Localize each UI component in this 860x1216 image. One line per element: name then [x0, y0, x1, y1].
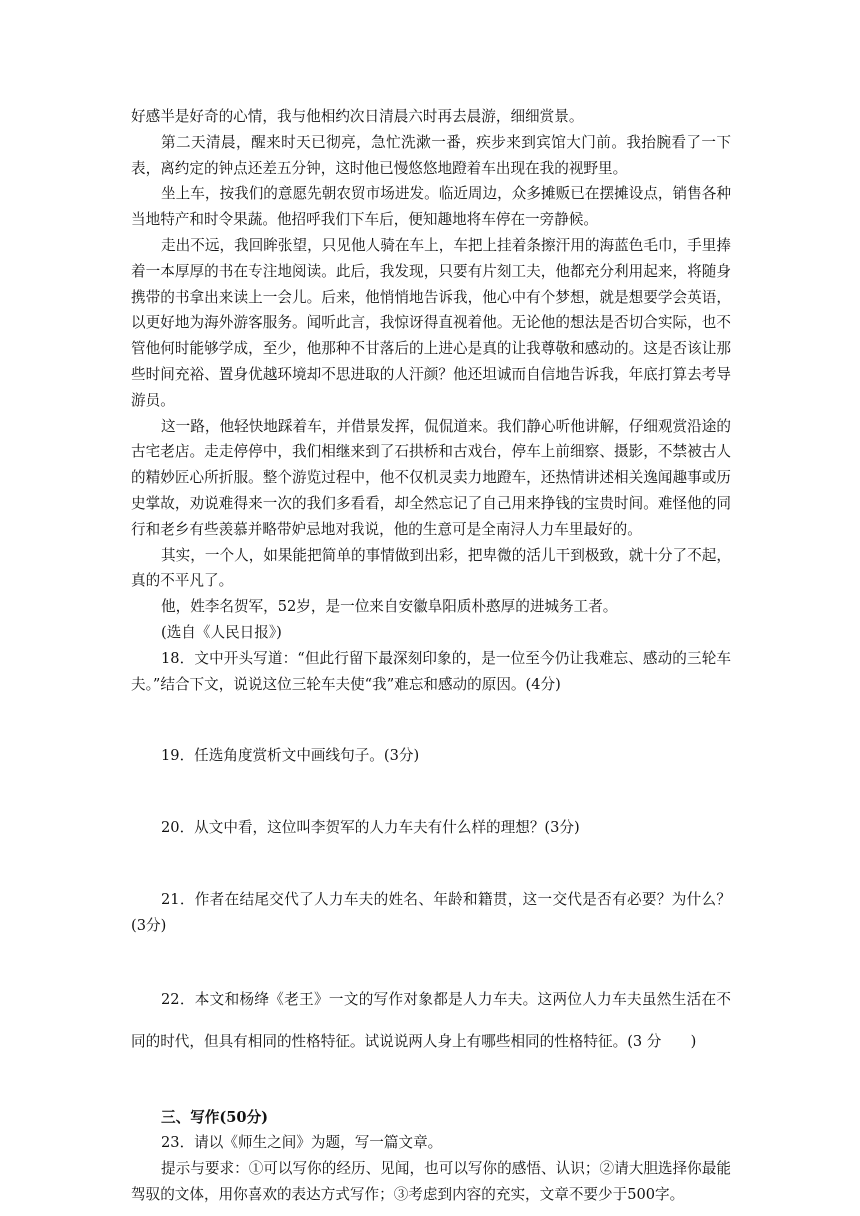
article-source: (选自《人民日报》) — [161, 623, 282, 641]
article-paragraph-1: 第二天清晨，醒来时天已彻亮，急忙洗漱一番，疾步来到宾馆大门前。我抬腕看了一下表，离约定的钟点还差五分钟，这时他已慢悠悠地蹬着车出现在我的视野里。 — [131, 133, 731, 177]
article-paragraph-4: 这一路，他轻快地踩着车，并借景发挥，侃侃道来。我们静心听他讲解，仔细观赏沿途的古宅老店。走走停停中，我们相继来到了石拱桥和古戏台，停车上前细察、摄影，不禁被古人的精妙匠心所折服。整个游览过程中，他不仅机灵卖力地蹬车，还热情讲述相关逸闻趣事或历史掌故，劝说难得来一次的我们多看看，却全然忘记了自己用来挣钱的宝贵时间。难怪他的同行和老乡有些羡慕并略带妒忌地对我说，他的生意可是全南浔人力车里最好的。 — [131, 417, 731, 538]
question-22: 22．本文和杨绛《老王》一文的写作对象都是人力车夫。这两位人力车夫虽然生活在不同的时代，但具有相同的性格特征。试说说两人身上有哪些相同的性格特征。(3 分 ) — [131, 990, 731, 1050]
article-paragraph-0: 好感半是好奇的心情，我与他相约次日清晨六时再去晨游，细细赏景。 — [131, 108, 584, 125]
question-19: 19．任选角度赏析文中画线句子。(3分) — [161, 747, 420, 765]
question-20: 20．从文中看，这位叫李贺军的人力车夫有什么样的理想？(3分) — [161, 819, 580, 837]
question-21: 21．作者在结尾交代了人力车夫的姓名、年龄和籍贯，这一交代是否有必要？为什么？(3分) — [131, 890, 731, 934]
writing-section-heading: 三、写作(50分) — [161, 1108, 269, 1126]
question-23: 23．请以《师生之间》为题，写一篇文章。 — [161, 1134, 443, 1152]
article-paragraph-3: 走出不远，我回眸张望，只见他人骑在车上，车把上挂着条擦汗用的海蓝色毛巾，手里捧着一本厚厚的书在专注地阅读。此后，我发现，只要有片刻工夫，他都充分利用起来，将随身携带的书拿出来读上一会儿。后来，他悄悄地告诉我，他心中有个梦想，就是想要学会英语，以更好地为海外游客服务。闻听此言，我惊讶得直视着他。无论他的想法是否切合实际，也不管他何时能够学成，至少，他那种不甘落后的上进心是真的让我尊敬和感动的。这是否该让那些时间充裕、置身优越环境却不思进取的人汗颜？他还坦诚而自信地告诉我，年底打算去考导游员。 — [131, 236, 731, 409]
article-paragraph-5: 其实，一个人，如果能把简单的事情做到出彩，把卑微的活儿干到极致，就十分了不起，真的不平凡了。 — [131, 546, 731, 590]
writing-requirements: 提示与要求：①可以写你的经历、见闻，也可以写你的感悟、认识；②请大胆选择你最能驾驭的文体，用你喜欢的表达方式写作；③考虑到内容的充实，文章不要少于500字。 — [131, 1160, 731, 1203]
question-18: 18．文中开头写道：“但此行留下最深刻印象的，是一位至今仍让我难忘、感动的三轮车夫。”结合下文，说说这位三轮车夫使“我”难忘和感动的原因。(4分) — [131, 649, 731, 693]
article-paragraph-2: 坐上车，按我们的意愿先朝农贸市场进发。临近周边，众多摊贩已在摆摊设点，销售各种当地特产和时令果蔬。他招呼我们下车后，便知趣地将车停在一旁静候。 — [131, 185, 731, 229]
article-paragraph-6: 他，姓李名贺军，52岁，是一位来自安徽阜阳质朴憨厚的进城务工者。 — [161, 598, 618, 616]
